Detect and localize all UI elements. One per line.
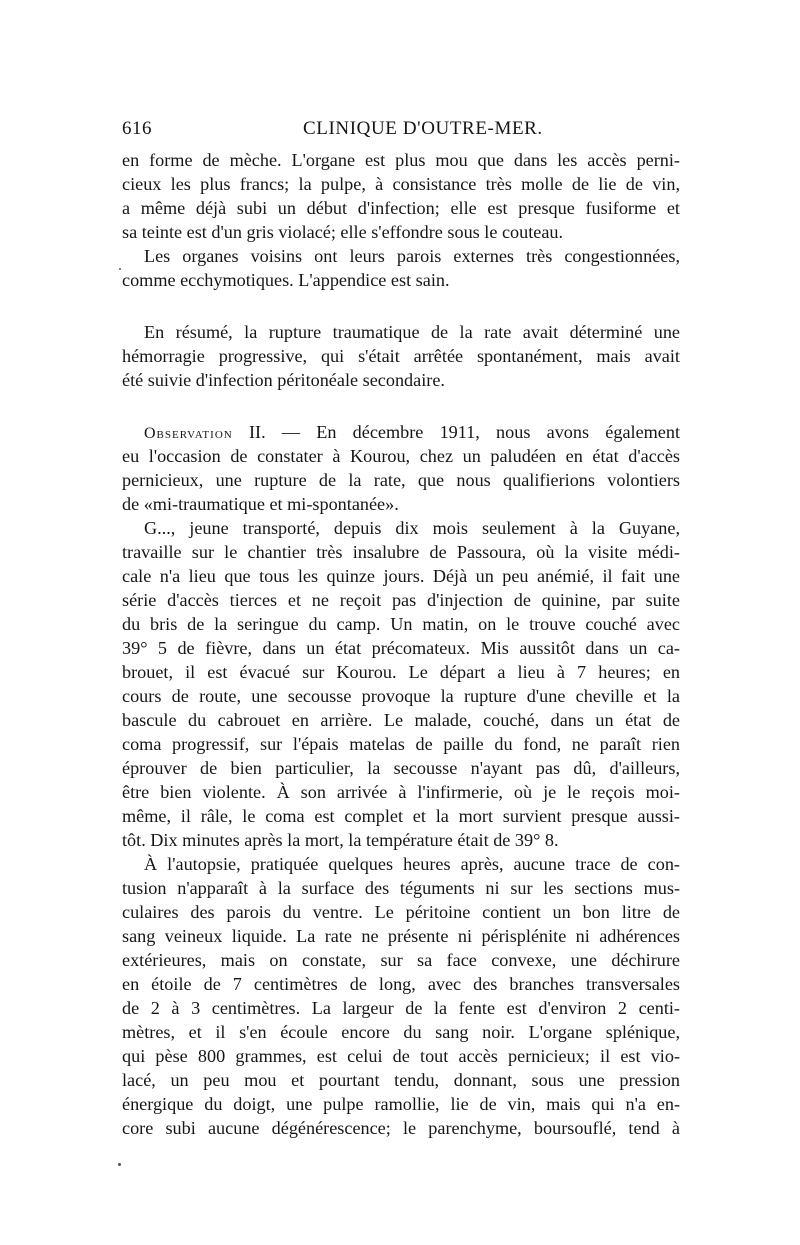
paragraph-autopsy [122, 852, 680, 1140]
text-line: lacé, un peu mou et pourtant tendu, donnant, sous une pression [122, 1070, 680, 1090]
text-line: En résumé, la rupture traumatique de la rate avait déterminé une [144, 322, 680, 342]
paragraph-spacer [122, 392, 680, 420]
observation-first-line: II. — En décembre 1911, nous avons également [248, 422, 681, 442]
running-header [122, 118, 680, 144]
text-line: mètres, et il s'en écoule encore du sang noir. L'organe splénique, [122, 1022, 680, 1042]
text-line: bascule du cabrouet en arrière. Le malade, couché, dans un état de [122, 710, 680, 730]
text-line: sang veineux liquide. La rate ne présente ni périsplénite ni adhérences [122, 926, 680, 946]
text-line: en étoile de 7 centimètres de long, avec des branches transversales [122, 974, 680, 994]
text-line: comme ecchymotiques. L'appendice est sain. [122, 270, 450, 290]
text-line: de 2 à 3 centimètres. La largeur de la fente est d'environ 2 centi- [122, 998, 680, 1018]
text-line: 39° 5 de fièvre, dans un état précomateux. Mis aussitôt dans un ca- [122, 638, 680, 658]
text-line: coma progressif, sur l'épais matelas de paille du fond, ne paraît rien [122, 734, 680, 754]
text-line: pernicieux, une rupture de la rate, que nous qualifierions volontiers [122, 470, 680, 490]
text-line: éprouver de bien particulier, la secousse n'ayant pas dû, d'ailleurs, [122, 758, 680, 778]
paragraph-neighbouring-organs [122, 244, 680, 292]
text-line: série d'accès tierces et ne reçoit pas d'injection de quinine, par suite [122, 590, 680, 610]
running-title: CLINIQUE D'OUTRE-MER. [303, 118, 543, 139]
text-line: eu l'occasion de constater à Kourou, chez un paludéen en état d'accès [122, 446, 680, 466]
text-line: cale n'a lieu que tous les quinze jours. Déjà un peu anémié, il fait une [122, 566, 680, 586]
text-line: hémorragie progressive, qui s'était arrêtée spontanément, mais avait [122, 346, 680, 366]
text-line: qui pèse 800 grammes, est celui de tout accès pernicieux; il est vio- [122, 1046, 680, 1066]
print-speck [119, 268, 121, 270]
paragraph-spacer [122, 292, 680, 320]
paragraph-observation-2 [122, 420, 680, 516]
text-line: même, il râle, le coma est complet et la mort survient presque aussi- [122, 806, 680, 826]
text-line: brouet, il est évacué sur Kourou. Le départ a lieu à 7 heures; en [122, 662, 680, 682]
text-line: être bien violente. À son arrivée à l'infirmerie, où je le reçois moi- [122, 782, 680, 802]
text-line: Les organes voisins ont leurs parois externes très congestionnées, [144, 246, 680, 266]
text-line: du bris de la seringue du camp. Un matin, on le trouve couché avec [122, 614, 680, 634]
text-line: tusion n'apparaît à la surface des téguments ni sur les sections mus- [122, 878, 680, 898]
paragraph-spleen-description [122, 148, 680, 244]
text-line: en forme de mèche. L'organe est plus mou que dans les accès perni- [122, 150, 680, 170]
page-number: 616 [122, 118, 152, 139]
text-line: À l'autopsie, pratiquée quelques heures après, aucune trace de con- [144, 854, 680, 874]
text-line: énergique du doigt, une pulpe ramollie, lie de vin, mais qui n'a en- [122, 1094, 680, 1114]
text-line: culaires des parois du ventre. Le péritoine contient un bon litre de [122, 902, 680, 922]
print-speck [118, 1163, 121, 1166]
paragraph-summary [122, 320, 680, 392]
observation-heading-line [122, 420, 680, 444]
observation-label: Observation [144, 425, 233, 442]
text-line: sa teinte est d'un gris violacé; elle s'effondre sous le couteau. [122, 222, 564, 242]
text-line: core subi aucune dégénérescence; le parenchyme, boursouflé, tend à [122, 1118, 680, 1138]
text-line: travaille sur le chantier très insalubre de Passoura, où la visite médi- [122, 542, 680, 562]
page-body [122, 148, 680, 1140]
text-line: de «mi-traumatique et mi-spontanée». [122, 494, 399, 514]
paragraph-case-history [122, 516, 680, 852]
text-line: cours de route, une secousse provoque la rupture d'une cheville et la [122, 686, 680, 706]
text-line: a même déjà subi un début d'infection; elle est presque fusiforme et [122, 198, 680, 218]
text-line: cieux les plus francs; la pulpe, à consistance très molle de lie de vin, [122, 174, 680, 194]
text-line: extérieures, mais on constate, sur sa face convexe, une déchirure [122, 950, 680, 970]
text-line: été suivie d'infection péritonéale secondaire. [122, 370, 445, 390]
text-line: tôt. Dix minutes après la mort, la température était de 39° 8. [122, 830, 559, 850]
text-line: G..., jeune transporté, depuis dix mois seulement à la Guyane, [144, 518, 680, 538]
